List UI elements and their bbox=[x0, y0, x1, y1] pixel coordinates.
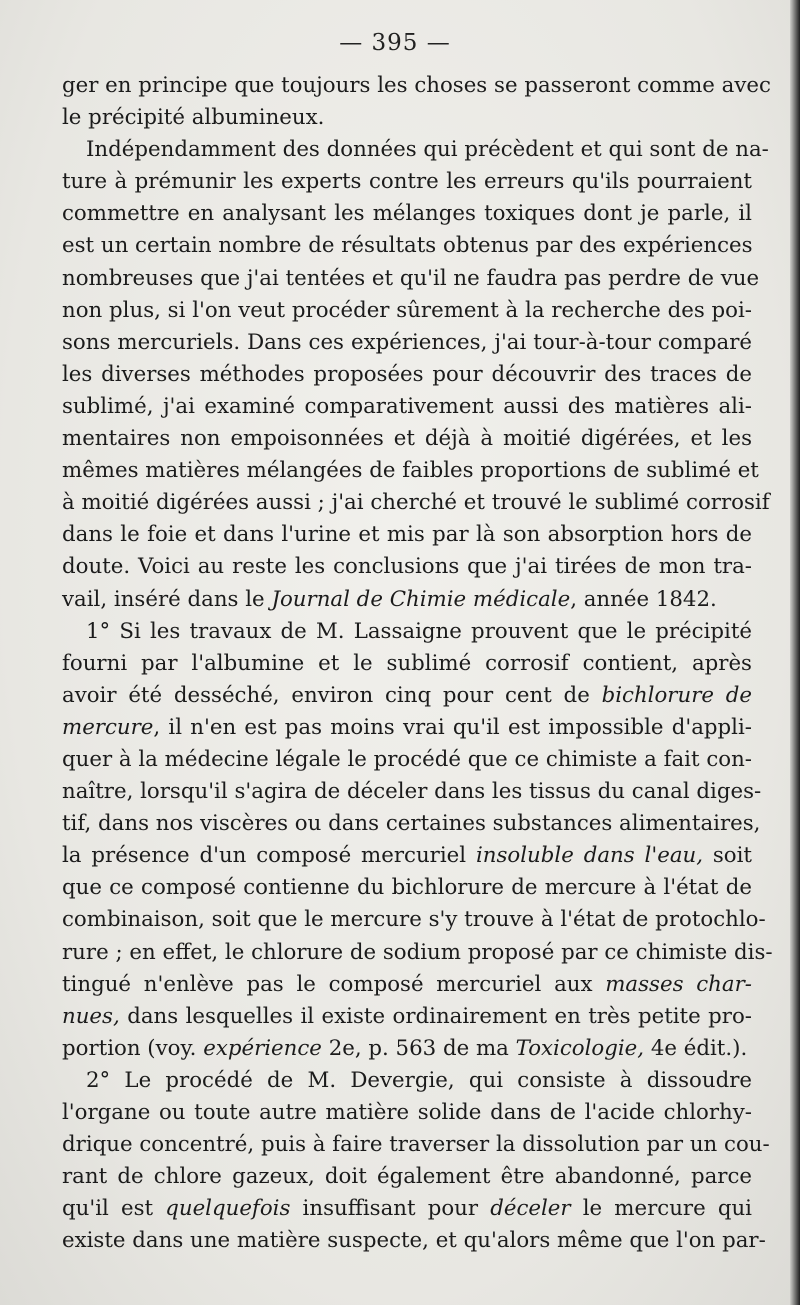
text-line bbox=[62, 198, 752, 230]
text-line bbox=[62, 102, 752, 134]
italic-text: insoluble dans l'eau, bbox=[475, 843, 703, 869]
text-segment: non plus, si l'on veut procéder sûrement à la recherche des poi- bbox=[62, 297, 752, 323]
text-line bbox=[62, 1193, 752, 1225]
text-line bbox=[62, 648, 752, 680]
text-line bbox=[62, 584, 752, 616]
text-segment: portion (voy. bbox=[62, 1035, 204, 1061]
text-segment: naître, lorsqu'il s'agira de déceler dans les tissus du canal diges- bbox=[62, 779, 762, 805]
text-segment: soit bbox=[703, 843, 752, 869]
text-segment: rant de chlore gazeux, doit également être abandonné, parce bbox=[62, 1164, 752, 1190]
text-line bbox=[62, 519, 752, 551]
text-segment: ger en principe que toujours les choses se passeront comme avec bbox=[62, 73, 771, 98]
italic-text: quelquefois bbox=[165, 1196, 291, 1222]
text-segment: , il n'en est pas moins vrai qu'il est impossible d'appli- bbox=[153, 714, 752, 740]
text-segment: à moitié digérées aussi ; j'ai cherché et trouvé le sublimé corrosif bbox=[62, 490, 770, 516]
text-line bbox=[62, 840, 752, 872]
text-segment: la présence d'un composé mercuriel bbox=[62, 843, 476, 869]
text-line bbox=[62, 423, 752, 455]
text-segment: les diverses méthodes proposées pour découvrir des traces de bbox=[62, 361, 752, 387]
italic-text: déceler bbox=[490, 1196, 571, 1222]
text-segment: que ce composé contienne du bichlorure de mercure à l'état de bbox=[62, 875, 752, 901]
text-line bbox=[62, 872, 752, 904]
text-segment: ture à prémunir les experts contre les erreurs qu'ils pourraient bbox=[62, 169, 752, 195]
text-segment: mentaires non empoisonnées et déjà à moitié digérées, et les bbox=[62, 426, 752, 452]
page-text bbox=[62, 70, 773, 1257]
italic-text: Toxicologie, bbox=[515, 1035, 645, 1061]
text-line bbox=[62, 166, 752, 198]
text-segment: mêmes matières mélangées de faibles proportions de sublimé et bbox=[62, 458, 759, 484]
italic-text: bichlorure de bbox=[601, 682, 752, 708]
text-segment: dans le foie et dans l'urine et mis par là son absorption hors de bbox=[62, 522, 752, 548]
text-segment: fourni par l'albumine et le sublimé corrosif contient, après bbox=[62, 650, 752, 676]
text-segment: 2e, p. 563 de ma bbox=[321, 1035, 516, 1061]
text-segment: drique concentré, puis à faire traverser la dissolution par un cou- bbox=[62, 1132, 770, 1158]
text-segment: 2° Le procédé de M. Devergie, qui consiste à dissoudre bbox=[86, 1067, 752, 1093]
text-segment: l'organe ou toute autre matière solide dans de l'acide chlorhy- bbox=[62, 1100, 752, 1125]
text-line bbox=[62, 937, 773, 969]
text-segment: 4e édit.). bbox=[644, 1035, 748, 1061]
text-segment: , année 1842. bbox=[570, 586, 717, 612]
text-line bbox=[62, 391, 752, 423]
text-line bbox=[62, 455, 759, 487]
text-line bbox=[62, 134, 769, 166]
text-line bbox=[62, 969, 752, 1001]
text-line bbox=[62, 1097, 752, 1129]
text-line bbox=[62, 1001, 752, 1033]
text-line bbox=[62, 1033, 752, 1065]
text-segment: 1° Si les travaux de M. Lassaigne prouvent que le précipité bbox=[86, 618, 752, 644]
text-line bbox=[62, 70, 771, 102]
text-line bbox=[62, 1225, 766, 1257]
text-line bbox=[62, 1129, 770, 1161]
text-line bbox=[62, 230, 752, 262]
text-segment: existe dans une matière suspecte, et qu'alors même que l'on par- bbox=[62, 1228, 766, 1254]
text-line bbox=[62, 1065, 752, 1097]
text-line bbox=[62, 744, 752, 776]
text-line bbox=[62, 712, 752, 744]
text-segment: combinaison, soit que le mercure s'y trouve à l'état de protochlo- bbox=[62, 907, 766, 933]
text-segment: le précipité albumineux. bbox=[62, 105, 325, 131]
text-segment: Indépendamment des données qui précèdent et qui sont de na- bbox=[86, 137, 769, 163]
text-line bbox=[62, 295, 752, 327]
page-number: — 395 — bbox=[339, 30, 451, 56]
text-line bbox=[62, 327, 752, 359]
text-line bbox=[62, 776, 762, 808]
text-segment: tif, dans nos viscères ou dans certaines substances alimentaires, bbox=[62, 811, 761, 837]
text-line bbox=[62, 616, 752, 648]
text-line bbox=[62, 1161, 752, 1193]
text-segment: commettre en analysant les mélanges toxiques dont je parle, il bbox=[62, 201, 752, 227]
text-line bbox=[62, 487, 770, 519]
italic-text: Journal de Chimie médicale bbox=[271, 586, 571, 612]
text-line bbox=[62, 359, 752, 391]
text-segment: doute. Voici au reste les conclusions que j'ai tirées de mon tra- bbox=[62, 554, 752, 580]
text-line bbox=[62, 551, 752, 583]
text-line bbox=[62, 808, 761, 840]
text-segment: tingué n'enlève pas le composé mercuriel aux bbox=[62, 971, 606, 997]
text-segment: dans lesquelles il existe ordinairement en très petite pro- bbox=[119, 1003, 752, 1029]
text-line bbox=[62, 680, 752, 712]
text-segment: insuffisant pour bbox=[290, 1196, 491, 1222]
italic-text: mercure bbox=[62, 714, 154, 740]
page-edge-shadow bbox=[790, 0, 800, 1305]
text-segment: avoir été desséché, environ cinq pour cent de bbox=[62, 682, 602, 708]
text-segment: qu'il est bbox=[62, 1196, 166, 1222]
text-line bbox=[62, 904, 766, 936]
italic-text: expérience bbox=[203, 1035, 322, 1061]
text-segment: est un certain nombre de résultats obtenus par des expériences bbox=[62, 233, 753, 259]
text-segment: sons mercuriels. Dans ces expériences, j'ai tour-à-tour comparé bbox=[62, 329, 752, 355]
text-segment: nombreuses que j'ai tentées et qu'il ne faudra pas perdre de vue bbox=[62, 265, 760, 291]
text-segment: quer à la médecine légale le procédé que ce chimiste a fait con- bbox=[62, 746, 752, 772]
text-segment: rure ; en effet, le chlorure de sodium proposé par ce chimiste dis- bbox=[62, 939, 773, 965]
text-line bbox=[62, 263, 760, 295]
text-segment: sublimé, j'ai examiné comparativement aussi des matières ali- bbox=[62, 393, 752, 419]
italic-text: nues, bbox=[62, 1003, 120, 1029]
text-segment: vail, inséré dans le bbox=[62, 586, 272, 612]
italic-text: masses char- bbox=[605, 971, 752, 997]
text-segment: le mercure qui bbox=[570, 1196, 752, 1222]
